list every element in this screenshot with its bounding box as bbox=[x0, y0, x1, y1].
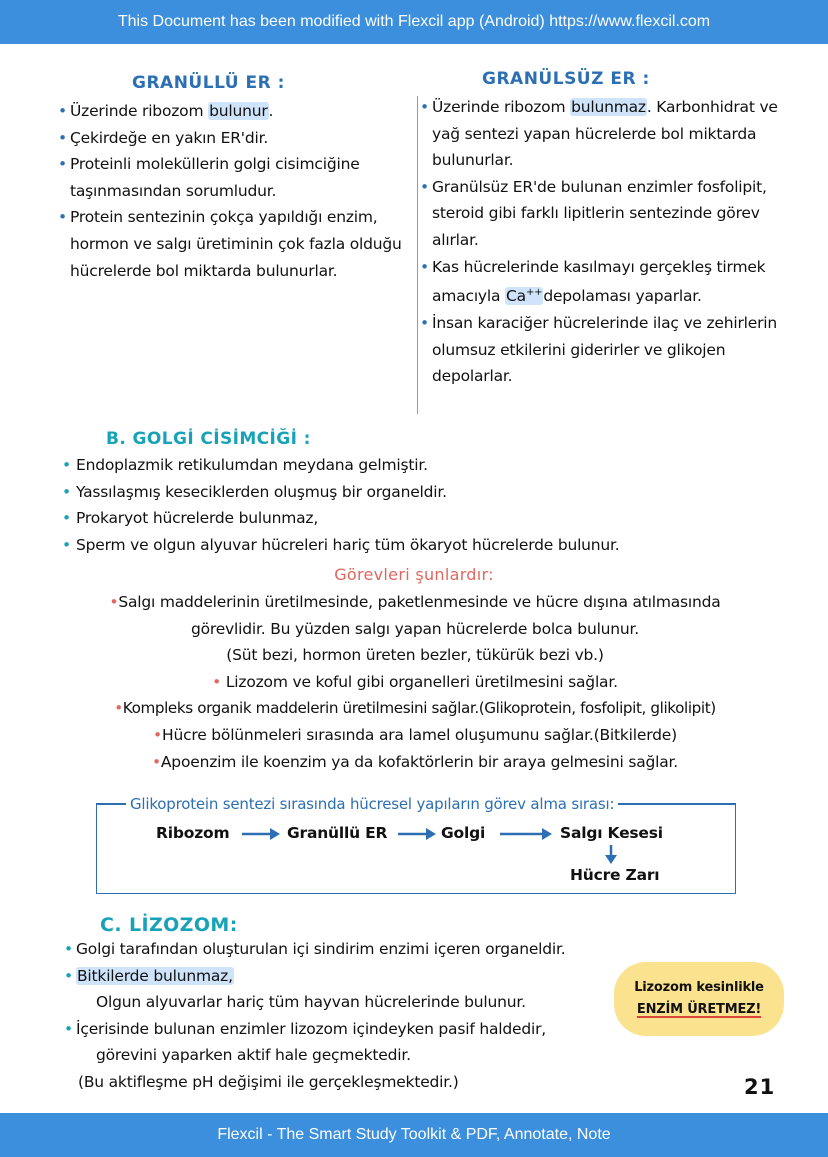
bullet-icon: • bbox=[151, 752, 161, 771]
bullet-icon: • bbox=[62, 535, 71, 554]
bullet-icon: • bbox=[420, 177, 429, 196]
top-banner-text: This Document has been modified with Flexcil app (Android) https://www.flexcil.com bbox=[117, 13, 711, 30]
bullet-icon: • bbox=[64, 966, 73, 985]
gorevler-title: Görevleri şunlardır: bbox=[334, 565, 494, 584]
page-number: 21 bbox=[744, 1075, 776, 1099]
callout-line-2: ENZİM ÜRETMEZ! bbox=[636, 1002, 762, 1017]
gorev-line: (Süt bezi, hormon üreten bezler, tükürük bezi vb.) bbox=[226, 646, 604, 665]
list-item: • Proteinli moleküllerin golgi cisimciğine taşınmasından sorumludur. bbox=[58, 151, 408, 204]
flow-title: Glikoprotein sentezi sırasında hücresel yapıların görev alma sırası: bbox=[96, 793, 736, 815]
gorev-line: •Apoenzim ile koenzim ya da kofaktörlerin bir araya gelmesini sağlar. bbox=[151, 752, 679, 771]
arrow-right-icon bbox=[498, 826, 554, 842]
list-item: • Üzerinde ribozom bulunur. bbox=[58, 98, 408, 125]
bullet-icon: • bbox=[58, 208, 67, 227]
list-item: • Protein sentezinin çokça yapıldığı enzim, hormon ve salgı üretiminin çok fazla olduğu hücrelerde bol miktarda bulunurlar. bbox=[58, 204, 408, 284]
box-border bbox=[96, 803, 126, 805]
bullet-icon: • bbox=[58, 155, 67, 174]
list-item: • İnsan karaciğer hücrelerinde ilaç ve zehirlerin olumsuz etkilerini giderirler ve glikojen depolarlar. bbox=[420, 310, 800, 390]
lizozom-note: (Bu aktifleşme pH değişimi ile gerçekleşmektedir.) bbox=[78, 1072, 459, 1091]
bullet-icon: • bbox=[109, 593, 119, 611]
bullet-icon: • bbox=[212, 672, 222, 691]
highlight: Ca++ bbox=[506, 287, 543, 306]
bullet-icon: • bbox=[62, 482, 71, 501]
highlight: bulunmaz bbox=[571, 98, 646, 116]
gorev-line: görevlidir. Bu yüzden salgı yapan hücrelerde bolca bulunur. bbox=[190, 619, 640, 638]
flow-node-granullu-er: Granüllü ER bbox=[287, 824, 388, 842]
flow-node-golgi: Golgi bbox=[441, 824, 486, 842]
top-banner bbox=[0, 0, 828, 44]
highlight: Bitkilerde bulunmaz, bbox=[77, 966, 233, 985]
gorev-line: •Hücre bölünmeleri sırasında ara lamel oluşumunu sağlar.(Bitkilerde) bbox=[153, 725, 677, 744]
bullet-icon: • bbox=[64, 1019, 73, 1038]
bullet-icon: • bbox=[420, 257, 429, 276]
list-item: • İçerisinde bulunan enzimler lizozom içindeyken pasif haldedir, görevini yaparken aktif hale geçmektedir. bbox=[64, 1016, 624, 1069]
bullet-icon: • bbox=[420, 313, 429, 332]
list-item: • Endoplazmik retikulumdan meydana gelmiştir. bbox=[62, 452, 802, 479]
bullet-icon: • bbox=[62, 456, 71, 474]
list-item: • Bitkilerde bulunmaz, Olgun alyuvarlar hariç tüm hayvan hücrelerinde bulunur. bbox=[64, 963, 624, 1016]
arrow-right-icon bbox=[240, 826, 282, 842]
granullu-er-title: GRANÜLLÜ ER : bbox=[132, 73, 285, 93]
column-divider bbox=[417, 96, 418, 414]
callout-note bbox=[614, 962, 784, 1036]
flow-node-salgi-kesesi: Salgı Kesesi bbox=[560, 824, 663, 842]
gorevler-list bbox=[20, 589, 810, 775]
lizozom-list bbox=[64, 936, 624, 1096]
bullet-icon: • bbox=[58, 128, 67, 147]
list-item: • Sperm ve olgun alyuvar hücreleri hariç tüm ökaryot hücrelerde bulunur. bbox=[62, 532, 802, 559]
list-item: • Granülsüz ER'de bulunan enzimler fosfolipit, steroid gibi farklı lipitlerin sentezinde görev alırlar. bbox=[420, 174, 800, 254]
gorev-line: •Kompleks organik maddelerin üretilmesini sağlar.(Glikoprotein, fosfolipit, glikolipit) bbox=[114, 699, 716, 718]
lizozom-title: C. LİZOZOM: bbox=[100, 914, 238, 936]
bullet-icon: • bbox=[58, 102, 67, 120]
box-border bbox=[618, 803, 736, 805]
golgi-list bbox=[62, 452, 802, 558]
bullet-icon: • bbox=[420, 98, 429, 116]
list-item: • Golgi tarafından oluşturulan içi sindirim enzimi içeren organeldir. bbox=[64, 936, 624, 963]
list-item: • Çekirdeğe en yakın ER'dir. bbox=[58, 125, 408, 152]
callout-line-1: Lizozom kesinlikle bbox=[634, 980, 764, 995]
bullet-icon: • bbox=[62, 509, 71, 528]
list-item: • Üzerinde ribozom bulunmaz. Karbonhidrat ve yağ sentezi yapan hücrelerde bol miktarda bulunurlar. bbox=[420, 94, 800, 174]
gorev-line: • Lizozom ve koful gibi organelleri üretilmesini sağlar. bbox=[212, 672, 618, 691]
flow-node-hucre-zari: Hücre Zarı bbox=[570, 866, 660, 884]
bullet-icon: • bbox=[153, 725, 162, 744]
highlight: bulunur bbox=[209, 102, 268, 120]
flow-node-ribozom: Ribozom bbox=[156, 824, 230, 842]
bullet-icon: • bbox=[64, 940, 73, 958]
granullu-er-list bbox=[58, 98, 408, 284]
list-item: • Prokaryot hücrelerde bulunmaz, bbox=[62, 505, 802, 532]
list-item: • Yassılaşmış keseciklerden oluşmuş bir organeldir. bbox=[62, 479, 802, 506]
bottom-banner bbox=[0, 1113, 828, 1157]
gorev-line: •Salgı maddelerinin üretilmesinde, paketlenmesinde ve hücre dışına atılmasında bbox=[109, 593, 721, 611]
list-item: • Kas hücrelerinde kasılmayı gerçekleş tirmek amacıyla Ca++depolaması yaparlar. bbox=[420, 254, 800, 310]
golgi-title: B. GOLGİ CİSİMCİĞİ : bbox=[106, 429, 311, 449]
granulsuz-er-title: GRANÜLSÜZ ER : bbox=[482, 69, 650, 89]
arrow-right-icon bbox=[396, 826, 438, 842]
granulsuz-er-list bbox=[420, 94, 800, 390]
bottom-banner-text: Flexcil - The Smart Study Toolkit & PDF, Annotate, Note bbox=[217, 1126, 611, 1143]
bullet-icon: • bbox=[114, 699, 123, 718]
